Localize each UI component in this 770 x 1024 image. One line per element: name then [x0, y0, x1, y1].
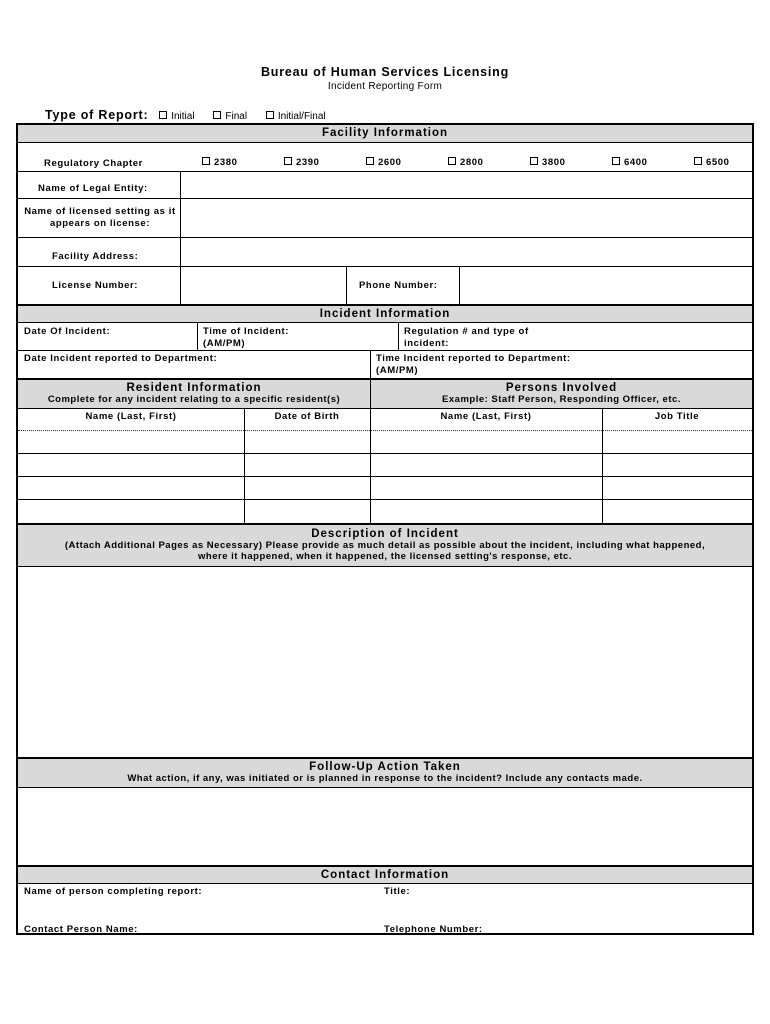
- regulation-label-cont: incident:: [404, 338, 449, 349]
- incident-section-header: [18, 304, 752, 323]
- checkbox-icon[interactable]: [284, 157, 292, 165]
- regulation-label: Regulation # and type of: [404, 326, 529, 337]
- divider: [370, 409, 371, 523]
- date-reported-label: Date Incident reported to Department:: [24, 353, 218, 364]
- report-type-row: [45, 108, 342, 122]
- regulatory-chapter-label: Regulatory Chapter: [44, 158, 143, 169]
- table-row: [18, 499, 752, 500]
- divider: [197, 323, 198, 350]
- followup-section-title: Follow-Up Action Taken: [309, 761, 461, 773]
- checkbox-icon[interactable]: [266, 111, 274, 119]
- licensed-setting-label: Name of licensed setting as it appears on license:: [24, 206, 176, 229]
- time-of-incident-label: Time of Incident:: [203, 326, 290, 337]
- divider: [370, 350, 371, 378]
- resident-name-col: Name (Last, First): [85, 411, 177, 422]
- table-row: [18, 476, 752, 477]
- followup-textarea[interactable]: [18, 789, 752, 865]
- telephone-label: Telephone Number:: [384, 924, 483, 935]
- description-textarea[interactable]: [18, 568, 752, 757]
- time-reported-ampm: (AM/PM): [376, 365, 419, 376]
- persons-section-header: [370, 378, 752, 409]
- divider: [18, 430, 752, 431]
- checkbox-icon[interactable]: [213, 111, 221, 119]
- checkbox-icon[interactable]: [530, 157, 538, 165]
- checkbox-icon[interactable]: [448, 157, 456, 165]
- contact-section-header: [18, 865, 752, 884]
- chapter-2800-option[interactable]: 2800: [448, 157, 484, 168]
- checkbox-icon[interactable]: [694, 157, 702, 165]
- license-number-field[interactable]: [181, 267, 346, 304]
- persons-section-subtitle: Example: Staff Person, Responding Officer, etc.: [442, 394, 681, 405]
- persons-section-title: Persons Involved: [505, 382, 618, 394]
- facility-address-field[interactable]: [181, 238, 752, 266]
- checkbox-icon[interactable]: [202, 157, 210, 165]
- legal-entity-label: Name of Legal Entity:: [38, 183, 148, 194]
- resident-section-title: Resident Information: [126, 382, 262, 394]
- chapter-2380-option[interactable]: 2380: [202, 157, 238, 168]
- license-number-label: License Number:: [52, 280, 139, 291]
- report-type-final[interactable]: Final: [213, 111, 247, 122]
- facility-section-header: [18, 123, 752, 143]
- divider: [398, 323, 399, 350]
- divider: [244, 409, 245, 523]
- description-section-header: [18, 523, 752, 567]
- report-type-initial[interactable]: Initial: [159, 111, 194, 122]
- description-section-subtitle-1: (Attach Additional Pages as Necessary) Please provide as much detail as possible about the incident, including what happened,: [64, 540, 706, 551]
- form-title: Bureau of Human Services Licensing: [260, 65, 510, 79]
- checkbox-icon[interactable]: [612, 157, 620, 165]
- resident-section-subtitle: Complete for any incident relating to a specific resident(s): [47, 394, 341, 405]
- chapter-2600-option[interactable]: 2600: [366, 157, 402, 168]
- followup-section-subtitle: What action, if any, was initiated or is planned in response to the incident? Include any contacts made.: [127, 773, 643, 784]
- table-row: [18, 453, 752, 454]
- resident-dob-col: Date of Birth: [274, 411, 340, 422]
- time-of-incident-ampm: (AM/PM): [203, 338, 246, 349]
- checkbox-icon[interactable]: [366, 157, 374, 165]
- description-section-subtitle-2: where it happened, when it happened, the licensed setting's response, etc.: [198, 551, 572, 562]
- legal-entity-field[interactable]: [181, 172, 752, 198]
- completing-person-label: Name of person completing report:: [24, 886, 203, 897]
- facility-section-title: Facility Information: [321, 127, 449, 139]
- time-reported-label: Time Incident reported to Department:: [376, 353, 571, 364]
- phone-number-field[interactable]: [460, 267, 752, 304]
- chapter-3800-option[interactable]: 3800: [530, 157, 566, 168]
- divider: [602, 409, 603, 523]
- description-section-title: Description of Incident: [311, 528, 459, 540]
- checkbox-icon[interactable]: [159, 111, 167, 119]
- contact-section-title: Contact Information: [320, 869, 450, 881]
- facility-address-label: Facility Address:: [52, 251, 139, 262]
- persons-name-col: Name (Last, First): [440, 411, 532, 422]
- incident-section-title: Incident Information: [319, 308, 451, 320]
- report-type-initial-final[interactable]: Initial/Final: [266, 111, 326, 122]
- form-subtitle: Incident Reporting Form: [327, 81, 443, 92]
- followup-section-header: [18, 757, 752, 788]
- licensed-setting-field[interactable]: [181, 199, 752, 237]
- chapter-6400-option[interactable]: 6400: [612, 157, 648, 168]
- chapter-6500-option[interactable]: 6500: [694, 157, 730, 168]
- contact-person-label: Contact Person Name:: [24, 924, 138, 935]
- resident-section-header: [18, 378, 370, 409]
- persons-job-col: Job Title: [654, 411, 700, 422]
- divider: [346, 266, 347, 304]
- date-of-incident-label: Date Of Incident:: [24, 326, 111, 337]
- phone-number-label: Phone Number:: [359, 280, 438, 291]
- incident-form: [16, 123, 754, 935]
- report-type-label: Type of Report:: [45, 108, 149, 122]
- contact-title-label: Title:: [384, 886, 411, 897]
- divider: [18, 350, 752, 351]
- chapter-2390-option[interactable]: 2390: [284, 157, 320, 168]
